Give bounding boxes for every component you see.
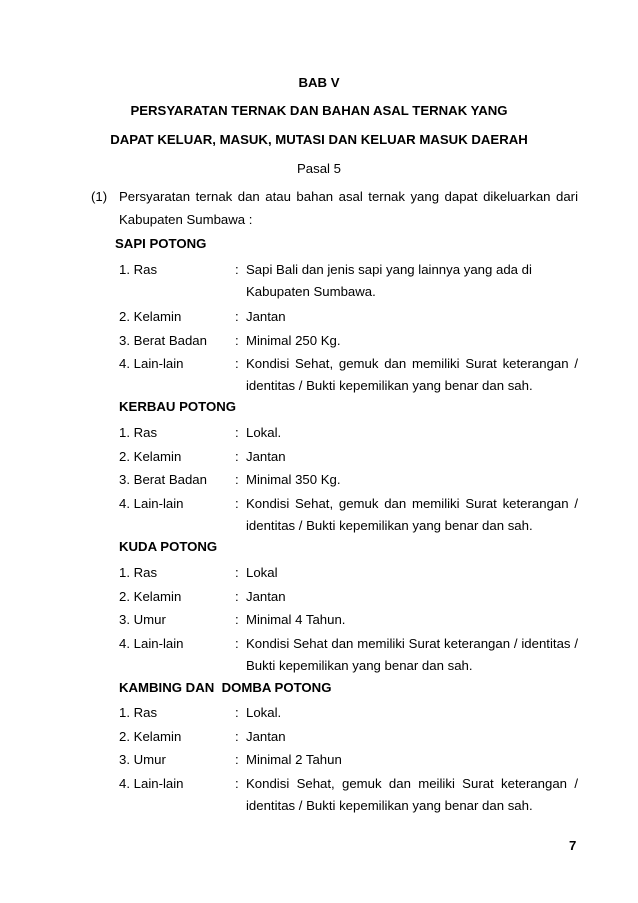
item-colon: :	[235, 333, 239, 348]
item-label: 4. Lain-lain	[119, 636, 184, 651]
item-label: 2. Kelamin	[119, 309, 182, 324]
article-heading: Pasal 5	[297, 161, 341, 176]
clause-number: (1)	[91, 189, 108, 204]
item-colon: :	[235, 496, 239, 511]
item-colon: :	[235, 449, 239, 464]
item-colon: :	[235, 356, 239, 371]
item-colon: :	[235, 776, 239, 791]
item-value: Minimal 2 Tahun	[246, 752, 342, 767]
item-label: 4. Lain-lain	[119, 496, 184, 511]
section-title: KUDA POTONG	[119, 539, 218, 554]
item-colon: :	[235, 612, 239, 627]
item-value-continued: Kabupaten Sumbawa.	[246, 284, 376, 299]
item-value: Lokal.	[246, 705, 282, 720]
item-colon: :	[235, 589, 239, 604]
item-colon: :	[235, 729, 239, 744]
item-colon: :	[235, 636, 239, 651]
item-label: 1. Ras	[119, 425, 158, 440]
item-colon: :	[235, 425, 239, 440]
item-value: Kondisi Sehat, gemuk dan memiliki Surat keterangan /	[246, 356, 578, 371]
item-label: 3. Berat Badan	[119, 472, 207, 487]
item-value: Jantan	[246, 449, 286, 464]
item-value: Kondisi Sehat, gemuk dan meiliki Surat keterangan /	[246, 776, 578, 791]
item-value: Lokal	[246, 565, 278, 580]
item-label: 3. Berat Badan	[119, 333, 207, 348]
item-colon: :	[235, 705, 239, 720]
item-value-continued: identitas / Bukti kepemilikan yang benar dan sah.	[246, 378, 533, 393]
item-colon: :	[235, 565, 239, 580]
item-value: Kondisi Sehat, gemuk dan memiliki Surat keterangan /	[246, 496, 578, 511]
item-label: 2. Kelamin	[119, 589, 182, 604]
item-colon: :	[235, 472, 239, 487]
chapter-title-line-2: DAPAT KELUAR, MASUK, MUTASI DAN KELUAR MASUK DAERAH	[110, 132, 528, 147]
page-number: 7	[569, 838, 577, 853]
item-value: Minimal 250 Kg.	[246, 333, 341, 348]
item-colon: :	[235, 752, 239, 767]
section-title: SAPI POTONG	[115, 236, 207, 251]
item-value-continued: identitas / Bukti kepemilikan yang benar dan sah.	[246, 798, 533, 813]
item-value: Sapi Bali dan jenis sapi yang lainnya yang ada di	[246, 262, 532, 277]
item-label: 1. Ras	[119, 262, 158, 277]
chapter-title-line-1: PERSYARATAN TERNAK DAN BAHAN ASAL TERNAK YANG	[130, 103, 508, 118]
item-value: Minimal 350 Kg.	[246, 472, 341, 487]
item-label: 3. Umur	[119, 752, 166, 767]
item-value: Jantan	[246, 309, 286, 324]
item-value: Kondisi Sehat dan memiliki Surat keterangan / identitas /	[246, 636, 578, 651]
item-value-continued: identitas / Bukti kepemilikan yang benar dan sah.	[246, 518, 533, 533]
item-value: Jantan	[246, 729, 286, 744]
section-title: KAMBING DAN DOMBA POTONG	[119, 680, 332, 695]
item-label: 1. Ras	[119, 565, 158, 580]
item-label: 1. Ras	[119, 705, 158, 720]
item-value: Lokal.	[246, 425, 282, 440]
item-label: 4. Lain-lain	[119, 356, 184, 371]
item-label: 3. Umur	[119, 612, 166, 627]
section-title: KERBAU POTONG	[119, 399, 236, 414]
item-colon: :	[235, 262, 239, 277]
clause-text-line-2: Kabupaten Sumbawa :	[119, 212, 253, 227]
item-value: Jantan	[246, 589, 286, 604]
item-colon: :	[235, 309, 239, 324]
clause-text-line-1: Persyaratan ternak dan atau bahan asal ternak yang dapat dikeluarkan dari	[119, 189, 578, 204]
item-label: 2. Kelamin	[119, 729, 182, 744]
item-value-continued: Bukti kepemilikan yang benar dan sah.	[246, 658, 473, 673]
item-label: 4. Lain-lain	[119, 776, 184, 791]
item-value: Minimal 4 Tahun.	[246, 612, 346, 627]
chapter-heading: BAB V	[298, 75, 340, 90]
item-label: 2. Kelamin	[119, 449, 182, 464]
